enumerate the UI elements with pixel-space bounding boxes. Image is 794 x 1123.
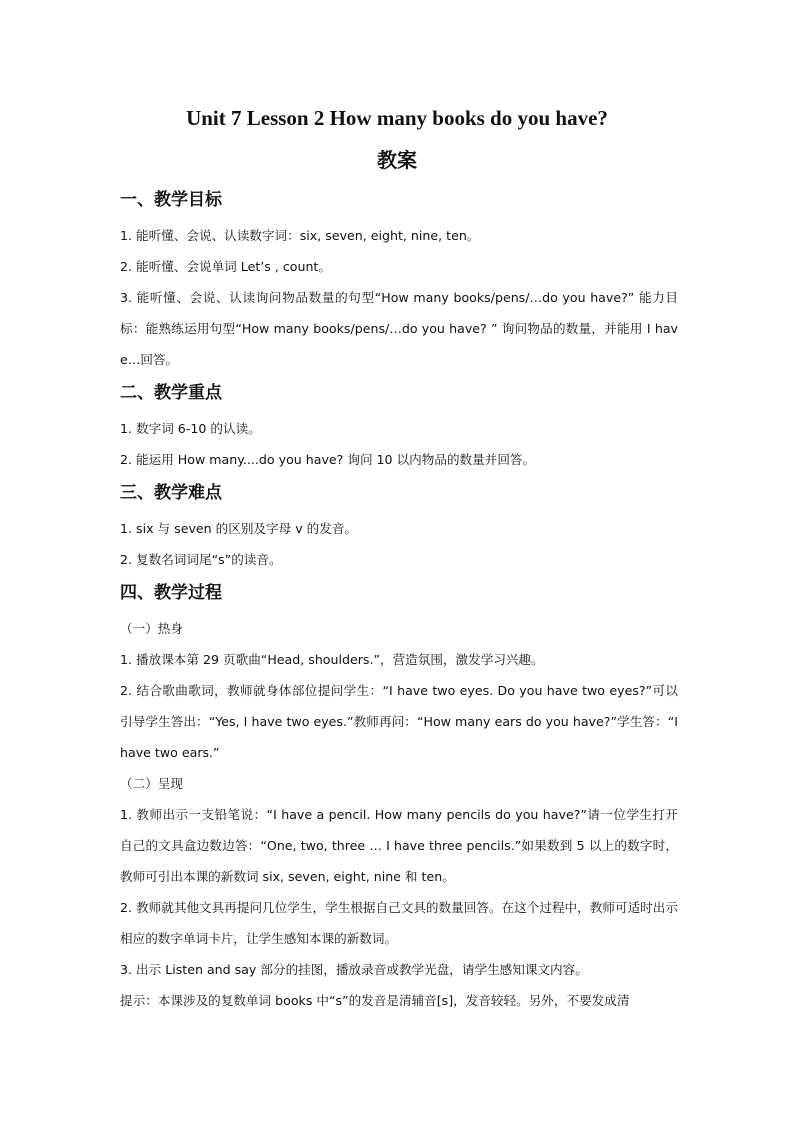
document-body [120,186,678,1016]
procedure-item-3: 1. 教师出示一支铅笔说：“I have a pencil. How many pencils do you have?”请一位学生打开自己的文具盒边数边答：“One, two, three … I have three pencils.”如果数到 5 以上的数字时，教师可引出本课的新数词 six, seven, eight, nine 和 ten。 [120,807,678,884]
difficulty-item-1: 1. six 与 seven 的区别及字母 v 的发音。 [120,521,358,536]
key-point-item-2: 2. 能运用 How many....do you have? 询问 10 以内物品的数量并回答。 [120,452,536,467]
section-heading-objectives: 一、教学目标 [120,190,222,210]
objective-item-3: 3. 能听懂、会说、认读询问物品数量的句型“How many books/pens/…do you have?” 能力目标：能熟练运用句型“How many books/pens/…do you have? ” 询问物品的数量，并能用 I have…回答。 [120,290,678,367]
section-heading-procedure: 四、教学过程 [120,583,222,603]
key-point-item-1: 1. 数字词 6-10 的认读。 [120,421,261,436]
difficulty-item-2: 2. 复数名词词尾“s”的读音。 [120,552,282,567]
procedure-subheading-presentation: （二）呈现 [120,776,183,791]
procedure-tip: 提示：本课涉及的复数单词 books 中“s”的发音是清辅音[s]，发音较轻。另外，不要发成清 [120,993,630,1008]
procedure-item-4: 2. 教师就其他文具再提问几位学生，学生根据自己文具的数量回答。在这个过程中，教师可适时出示相应的数字单词卡片，让学生感知本课的新数词。 [120,900,678,946]
objective-item-2: 2. 能听懂、会说单词 Let’s , count。 [120,259,331,274]
section-heading-key-points: 二、教学重点 [120,383,222,403]
procedure-item-1: 1. 播放课本第 29 页歌曲“Head, shoulders.”，营造氛围，激发学习兴趣。 [120,652,544,667]
section-heading-difficulties: 三、教学难点 [120,483,222,503]
document-subtitle: 教案 [377,148,417,172]
objective-item-1: 1. 能听懂、会说、认读数字词：six, seven, eight, nine, ten。 [120,228,480,243]
procedure-item-2: 2. 结合歌曲歌词，教师就身体部位提问学生：“I have two eyes. Do you have two eyes?”可以引导学生答出：“Yes, I have two eyes.”教师再问：“How many ears do you have?”学生答：“I have two ears.” [120,683,678,760]
procedure-subheading-warmup: （一）热身 [120,621,183,636]
document-title: Unit 7 Lesson 2 How many books do you have? [186,106,608,130]
procedure-item-5: 3. 出示 Listen and say 部分的挂图，播放录音或教学光盘，请学生感知课文内容。 [120,962,588,977]
